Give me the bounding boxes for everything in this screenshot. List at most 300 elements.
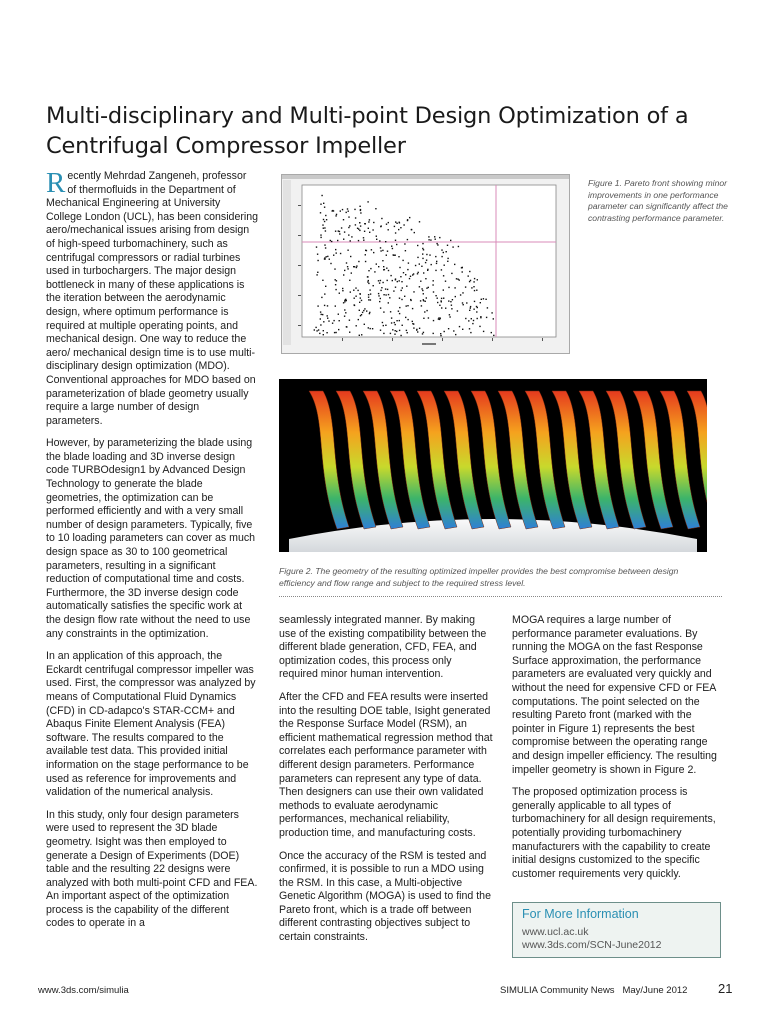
- scatter-point: [426, 297, 427, 298]
- scatter-point: [320, 324, 321, 325]
- scatter-point: [422, 290, 423, 291]
- scatter-point: [417, 331, 418, 332]
- scatter-point: [438, 318, 439, 319]
- scatter-point: [433, 280, 434, 281]
- footer-website[interactable]: www.3ds.com/simulia: [38, 985, 129, 996]
- scatter-point: [397, 281, 398, 282]
- scatter-point: [445, 308, 446, 309]
- scatter-point: [414, 232, 415, 233]
- scatter-point: [400, 276, 401, 277]
- scatter-point: [323, 203, 324, 204]
- paragraph: Once the accuracy of the RSM is tested and confirmed, it is possible to run a MDO using the RSM. In this case, a Multi-objective Genetic Algorithm (MOGA) is used to find the Pareto front, which is a trade off between different contrasting objectives subject to certain constraints.: [279, 849, 491, 944]
- scatter-point: [387, 251, 388, 252]
- scatter-point: [323, 334, 324, 335]
- scatter-point: [343, 239, 344, 240]
- scatter-point: [347, 208, 348, 209]
- scatter-point: [317, 254, 318, 255]
- scatter-point: [324, 227, 325, 228]
- scatter-point: [355, 287, 356, 288]
- scatter-point: [435, 256, 436, 257]
- scatter-point: [356, 325, 357, 326]
- scatter-point: [359, 310, 360, 311]
- scatter-point: [328, 320, 329, 321]
- scatter-point: [351, 236, 352, 237]
- scatter-point: [462, 271, 463, 272]
- scatter-point: [441, 307, 442, 308]
- scatter-point: [385, 288, 386, 289]
- scatter-point: [379, 240, 380, 241]
- scatter-point: [343, 274, 344, 275]
- scatter-point: [380, 298, 381, 299]
- scatter-point: [360, 297, 361, 298]
- scatter-point: [405, 250, 406, 251]
- scatter-point: [398, 311, 399, 312]
- scatter-point: [400, 335, 401, 336]
- scatter-point: [381, 218, 382, 219]
- scatter-point: [320, 212, 321, 213]
- scatter-point: [427, 270, 428, 271]
- scatter-point: [399, 307, 400, 308]
- scatter-point: [340, 253, 341, 254]
- scatter-point: [407, 269, 408, 270]
- scatter-point: [391, 322, 392, 323]
- scatter-point: [445, 281, 446, 282]
- scatter-point: [434, 236, 435, 237]
- scatter-point: [407, 239, 408, 240]
- scatter-point: [354, 209, 355, 210]
- scatter-point: [320, 318, 321, 319]
- scatter-point: [393, 290, 394, 291]
- scatter-point: [368, 299, 369, 300]
- scatter-point: [450, 301, 451, 302]
- scatter-point: [339, 320, 340, 321]
- scatter-point: [473, 286, 474, 287]
- scatter-point: [369, 232, 370, 233]
- scatter-point: [367, 281, 368, 282]
- scatter-point: [338, 329, 339, 330]
- scatter-point: [390, 311, 391, 312]
- scatter-point: [383, 333, 384, 334]
- scatter-point: [350, 240, 351, 241]
- scatter-point: [411, 229, 412, 230]
- scatter-point: [368, 228, 369, 229]
- scatter-point: [470, 306, 471, 307]
- scatter-point: [329, 259, 330, 260]
- scatter-point: [435, 239, 436, 240]
- paragraph: However, by parameterizing the blade using the blade loading and 3D inverse design code TURBOdesign1 by Advanced Design Technology to generate the blade geometries, the optimization can be performed efficiently and with a very small number of design parameters. Typically, five to 10 loading parameters can cover as much design space as 30 to 100 geometrical parameters, resulting in a significant reduction of computational time and costs. Furthermore, the 3D inverse design code automatically satisfies the specific work at the design flow rate without the need to use any constraints in the optimization.: [46, 437, 256, 640]
- scatter-point: [388, 229, 389, 230]
- paragraph: Recently Mehrdad Zangeneh, professor of thermofluids in the Department of Mechanical Engineering at University College London (UCL), has been considering aero/mechanical issues arising from design of high-speed turbomachinery, such as centrifugal compressors or radial turbines used in turbochargers. The major design bottleneck in many of these applications is the iteration between the aerodynamic design, where optimum performance is required at multiple operating points, and mechanical design. One way to reduce the aero/ mechanical design time is to use multi-disciplinary design optimization (MDO). Conventional approaches for MDO based on parameterization of blade geometry usually require a large number of design parameters.: [46, 167, 259, 427]
- scatter-point: [436, 261, 437, 262]
- scatter-point: [369, 312, 370, 313]
- scatter-point: [344, 231, 345, 232]
- scatter-point: [469, 281, 470, 282]
- scatter-point: [425, 301, 426, 302]
- scatter-point: [348, 211, 349, 212]
- scatter-point: [417, 257, 418, 258]
- scatter-point: [412, 308, 413, 309]
- scatter-point: [469, 328, 470, 329]
- scatter-point: [368, 280, 369, 281]
- scatter-point: [344, 301, 345, 302]
- scatter-point: [435, 295, 436, 296]
- scatter-point: [354, 298, 355, 299]
- scatter-point: [479, 326, 480, 327]
- info-box-heading: For More Information: [522, 907, 639, 921]
- scatter-point: [390, 333, 391, 334]
- scatter-point: [437, 244, 438, 245]
- scatter-point: [363, 310, 364, 311]
- scatter-point: [385, 241, 386, 242]
- scatter-point: [336, 252, 337, 253]
- scatter-point: [463, 304, 464, 305]
- scatter-point: [424, 311, 425, 312]
- scatter-point: [383, 266, 384, 267]
- scatter-point: [407, 305, 408, 306]
- plot-area: [302, 185, 556, 337]
- scatter-point: [452, 246, 453, 247]
- scatter-point: [443, 275, 444, 276]
- scatter-point: [349, 225, 350, 226]
- paragraph: In an application of this approach, the Eckardt centrifugal compressor impeller was used. First, the compressor was analyzed by means of Computational Fluid Dynamics (CFD) in CD-adapco's STAR-CCM+ and Abaqus Finite Element Analysis (FEA) software. The results compared to the available test data. This provided initial information on the stage performance to be used as reference for improvements and validation of the numerical analysis.: [46, 650, 256, 799]
- scatter-point: [327, 318, 328, 319]
- scatter-point: [376, 239, 377, 240]
- paragraph: After the CFD and FEA results were inserted into the resulting DOE table, Isight generated the Response Surface Model (RSM), an efficient mathematical regression method that correlates each performance parameter with different design parameters. Performance parameters can represent any type of data. Then designers can use their own validated methods to evaluate aerodynamic performances, mechanical reliability, production time, and manufacturing costs.: [279, 690, 493, 839]
- scatter-point: [476, 311, 477, 312]
- scatter-point: [477, 318, 478, 319]
- scatter-point: [343, 302, 344, 303]
- scatter-point: [387, 280, 388, 281]
- scatter-point: [383, 294, 384, 295]
- scatter-point: [370, 328, 371, 329]
- scatter-point: [359, 293, 360, 294]
- scatter-point: [395, 324, 396, 325]
- scatter-point: [381, 225, 382, 226]
- scatter-point: [353, 266, 354, 267]
- scatter-point: [402, 325, 403, 326]
- scatter-point: [422, 258, 423, 259]
- scatter-point: [480, 302, 481, 303]
- scatter-point: [335, 332, 336, 333]
- scatter-point: [339, 293, 340, 294]
- scatter-point: [459, 326, 460, 327]
- scatter-point: [380, 250, 381, 251]
- scatter-point: [423, 318, 424, 319]
- scatter-point: [491, 312, 492, 313]
- scatter-point: [394, 322, 395, 323]
- scatter-point: [319, 333, 320, 334]
- scatter-point: [465, 318, 466, 319]
- scatter-point: [423, 249, 424, 250]
- scatter-point: [365, 254, 366, 255]
- scatter-point: [378, 266, 379, 267]
- scatter-point: [368, 327, 369, 328]
- scatter-point: [493, 335, 494, 336]
- figure-1-caption: Figure 1. Pareto front showing minor improvements in one performance parameter can significantly affect the contrasting performance parameter.: [588, 178, 728, 223]
- scatter-point: [399, 298, 400, 299]
- scatter-point: [455, 296, 456, 297]
- scatter-point: [359, 302, 360, 303]
- scatter-point: [400, 227, 401, 228]
- scatter-point: [366, 310, 367, 311]
- scatter-point: [333, 255, 334, 256]
- scatter-point: [441, 301, 442, 302]
- scatter-point: [325, 215, 326, 216]
- scatter-point: [368, 221, 369, 222]
- scatter-point: [474, 301, 475, 302]
- scatter-point: [426, 288, 427, 289]
- scatter-point: [331, 241, 332, 242]
- scatter-point: [364, 308, 365, 309]
- scatter-point: [348, 216, 349, 217]
- scatter-point: [405, 274, 406, 275]
- scatter-point: [335, 231, 336, 232]
- scatter-point: [392, 280, 393, 281]
- scatter-point: [324, 258, 325, 259]
- scatter-point: [456, 278, 457, 279]
- scatter-point: [347, 268, 348, 269]
- scatter-point: [369, 289, 370, 290]
- scatter-point: [428, 317, 429, 318]
- scatter-point: [381, 287, 382, 288]
- scatter-point: [449, 314, 450, 315]
- scatter-point: [348, 234, 349, 235]
- scatter-point: [388, 294, 389, 295]
- scatter-point: [342, 290, 343, 291]
- scatter-point: [345, 312, 346, 313]
- scatter-point: [379, 282, 380, 283]
- scatter-point: [349, 332, 350, 333]
- scatter-point: [416, 329, 417, 330]
- scatter-point: [423, 272, 424, 273]
- scatter-point: [361, 334, 362, 335]
- scatter-point: [346, 262, 347, 263]
- scatter-point: [364, 223, 365, 224]
- scatter-point: [320, 311, 321, 312]
- scatter-point: [433, 291, 434, 292]
- scatter-point: [371, 249, 372, 250]
- scatter-point: [321, 314, 322, 315]
- scatter-point: [376, 236, 377, 237]
- scatter-point: [365, 261, 366, 262]
- scatter-point: [399, 330, 400, 331]
- scatter-point: [370, 299, 371, 300]
- scatter-point: [423, 293, 424, 294]
- scatter-point: [472, 323, 473, 324]
- scatter-point: [347, 266, 348, 267]
- paragraph: The proposed optimization process is generally applicable to all types of turbomachinery for all design requirements, potentially providing turbomachinery manufacturers with the capability to create initial designs customized to the specific customer requirements very quickly.: [512, 786, 716, 880]
- scatter-point: [363, 240, 364, 241]
- scatter-point: [389, 297, 390, 298]
- scatter-point: [471, 287, 472, 288]
- scatter-point: [323, 330, 324, 331]
- scatter-point: [440, 335, 441, 336]
- scatter-point: [323, 228, 324, 229]
- scatter-point: [338, 230, 339, 231]
- scatter-point: [481, 299, 482, 300]
- scatter-point: [324, 244, 325, 245]
- scatter-point: [455, 334, 456, 335]
- figure-2-impeller-image: [279, 379, 707, 552]
- scatter-point: [330, 240, 331, 241]
- scatter-point: [470, 332, 471, 333]
- scatter-point: [399, 313, 400, 314]
- scatter-point: [327, 305, 328, 306]
- scatter-point: [323, 321, 324, 322]
- scatter-point: [451, 308, 452, 309]
- scatter-point: [452, 299, 453, 300]
- scatter-point: [340, 210, 341, 211]
- text-column-3: [512, 614, 724, 890]
- scatter-point: [350, 256, 351, 257]
- scatter-point: [404, 296, 405, 297]
- scatter-point: [409, 217, 410, 218]
- scatter-point: [403, 272, 404, 273]
- scatter-point: [462, 267, 463, 268]
- scatter-point: [373, 285, 374, 286]
- scatter-point: [327, 256, 328, 257]
- scatter-point: [335, 305, 336, 306]
- scatter-point: [355, 217, 356, 218]
- scatter-point: [399, 267, 400, 268]
- figure-2-caption: Figure 2. The geometry of the resulting optimized impeller provides the best compromise between design efficiency and flow range and subject to the required stress level.: [279, 566, 679, 588]
- scatter-point: [418, 272, 419, 273]
- scatter-point: [353, 290, 354, 291]
- scatter-point: [336, 280, 337, 281]
- scatter-point: [468, 275, 469, 276]
- scatter-point: [407, 332, 408, 333]
- scatter-point: [382, 260, 383, 261]
- scatter-point: [394, 226, 395, 227]
- scatter-point: [360, 225, 361, 226]
- scatter-point: [391, 317, 392, 318]
- scatter-point: [380, 290, 381, 291]
- scatter-point: [453, 330, 454, 331]
- scatter-point: [423, 332, 424, 333]
- scatter-point: [399, 280, 400, 281]
- scatter-point: [443, 298, 444, 299]
- scatter-point: [387, 289, 388, 290]
- scatter-point: [436, 243, 437, 244]
- more-information-box: [512, 902, 721, 958]
- scatter-point: [361, 300, 362, 301]
- scatter-point: [366, 250, 367, 251]
- scatter-point: [380, 330, 381, 331]
- scatter-point: [454, 287, 455, 288]
- scatter-point: [316, 274, 317, 275]
- scatter-point: [441, 269, 442, 270]
- scatter-point: [369, 219, 370, 220]
- scatter-point: [413, 291, 414, 292]
- scatter-point: [359, 206, 360, 207]
- scatter-point: [448, 328, 449, 329]
- scatter-point: [417, 273, 418, 274]
- scatter-point: [465, 286, 466, 287]
- scatter-point: [426, 260, 427, 261]
- scatter-point: [493, 318, 494, 319]
- scatter-point: [388, 302, 389, 303]
- scatter-point: [322, 224, 323, 225]
- scatter-point: [342, 209, 343, 210]
- scatter-point: [466, 302, 467, 303]
- scatter-point: [421, 288, 422, 289]
- scatter-point: [320, 204, 321, 205]
- scatter-point: [428, 287, 429, 288]
- scatter-point: [360, 212, 361, 213]
- scatter-point: [348, 227, 349, 228]
- scatter-point: [324, 221, 325, 222]
- scatter-point: [396, 331, 397, 332]
- scatter-point: [380, 307, 381, 308]
- ucl-link[interactable]: www.ucl.ac.uk: [522, 926, 589, 938]
- drop-cap: R: [46, 167, 66, 199]
- scatter-point: [368, 270, 369, 271]
- scatter-point: [372, 328, 373, 329]
- scatter-point: [396, 223, 397, 224]
- scatter-point: [330, 263, 331, 264]
- scatter-point: [413, 327, 414, 328]
- scatter-point: [320, 234, 321, 235]
- scatter-point: [423, 299, 424, 300]
- scatter-point: [428, 239, 429, 240]
- impeller-blade: [309, 391, 349, 529]
- scatter-point: [444, 331, 445, 332]
- scatter-point: [346, 212, 347, 213]
- scatter-point: [474, 290, 475, 291]
- scatter-point: [471, 318, 472, 319]
- scatter-point: [335, 249, 336, 250]
- scatter-point: [357, 228, 358, 229]
- scatter-point: [320, 237, 321, 238]
- scatter-point: [322, 280, 323, 281]
- scatter-point: [382, 322, 383, 323]
- scatter-point: [399, 320, 400, 321]
- scatter-point: [367, 276, 368, 277]
- scatter-point: [437, 302, 438, 303]
- scatter-point: [403, 224, 404, 225]
- scatter-point: [383, 311, 384, 312]
- scatter-point: [335, 215, 336, 216]
- scatter-point: [417, 245, 418, 246]
- scatter-point: [395, 232, 396, 233]
- scatter-point: [382, 250, 383, 251]
- scatter-point: [317, 260, 318, 261]
- scatter-point: [335, 279, 336, 280]
- scatter-point: [344, 270, 345, 271]
- scatter-point: [356, 267, 357, 268]
- scatter-point: [390, 275, 391, 276]
- scatter-point: [407, 319, 408, 320]
- scatter-point: [459, 279, 460, 280]
- scatter-point: [380, 280, 381, 281]
- scatter-point: [433, 333, 434, 334]
- scatter-point: [413, 273, 414, 274]
- scatter-point: [473, 320, 474, 321]
- scatter-point: [325, 247, 326, 248]
- scatter-point: [398, 256, 399, 257]
- scatter-point: [378, 280, 379, 281]
- scatter-point: [428, 236, 429, 237]
- scatter-point: [388, 222, 389, 223]
- scatter-point: [419, 221, 420, 222]
- scatter-point: [380, 247, 381, 248]
- footer-publication: SIMULIA Community News May/June 2012: [500, 985, 688, 996]
- simulia-link[interactable]: www.3ds.com/SCN-June2012: [522, 939, 662, 951]
- scatter-point: [342, 288, 343, 289]
- scatter-point: [448, 287, 449, 288]
- scatter-point: [314, 329, 315, 330]
- scatter-point: [470, 307, 471, 308]
